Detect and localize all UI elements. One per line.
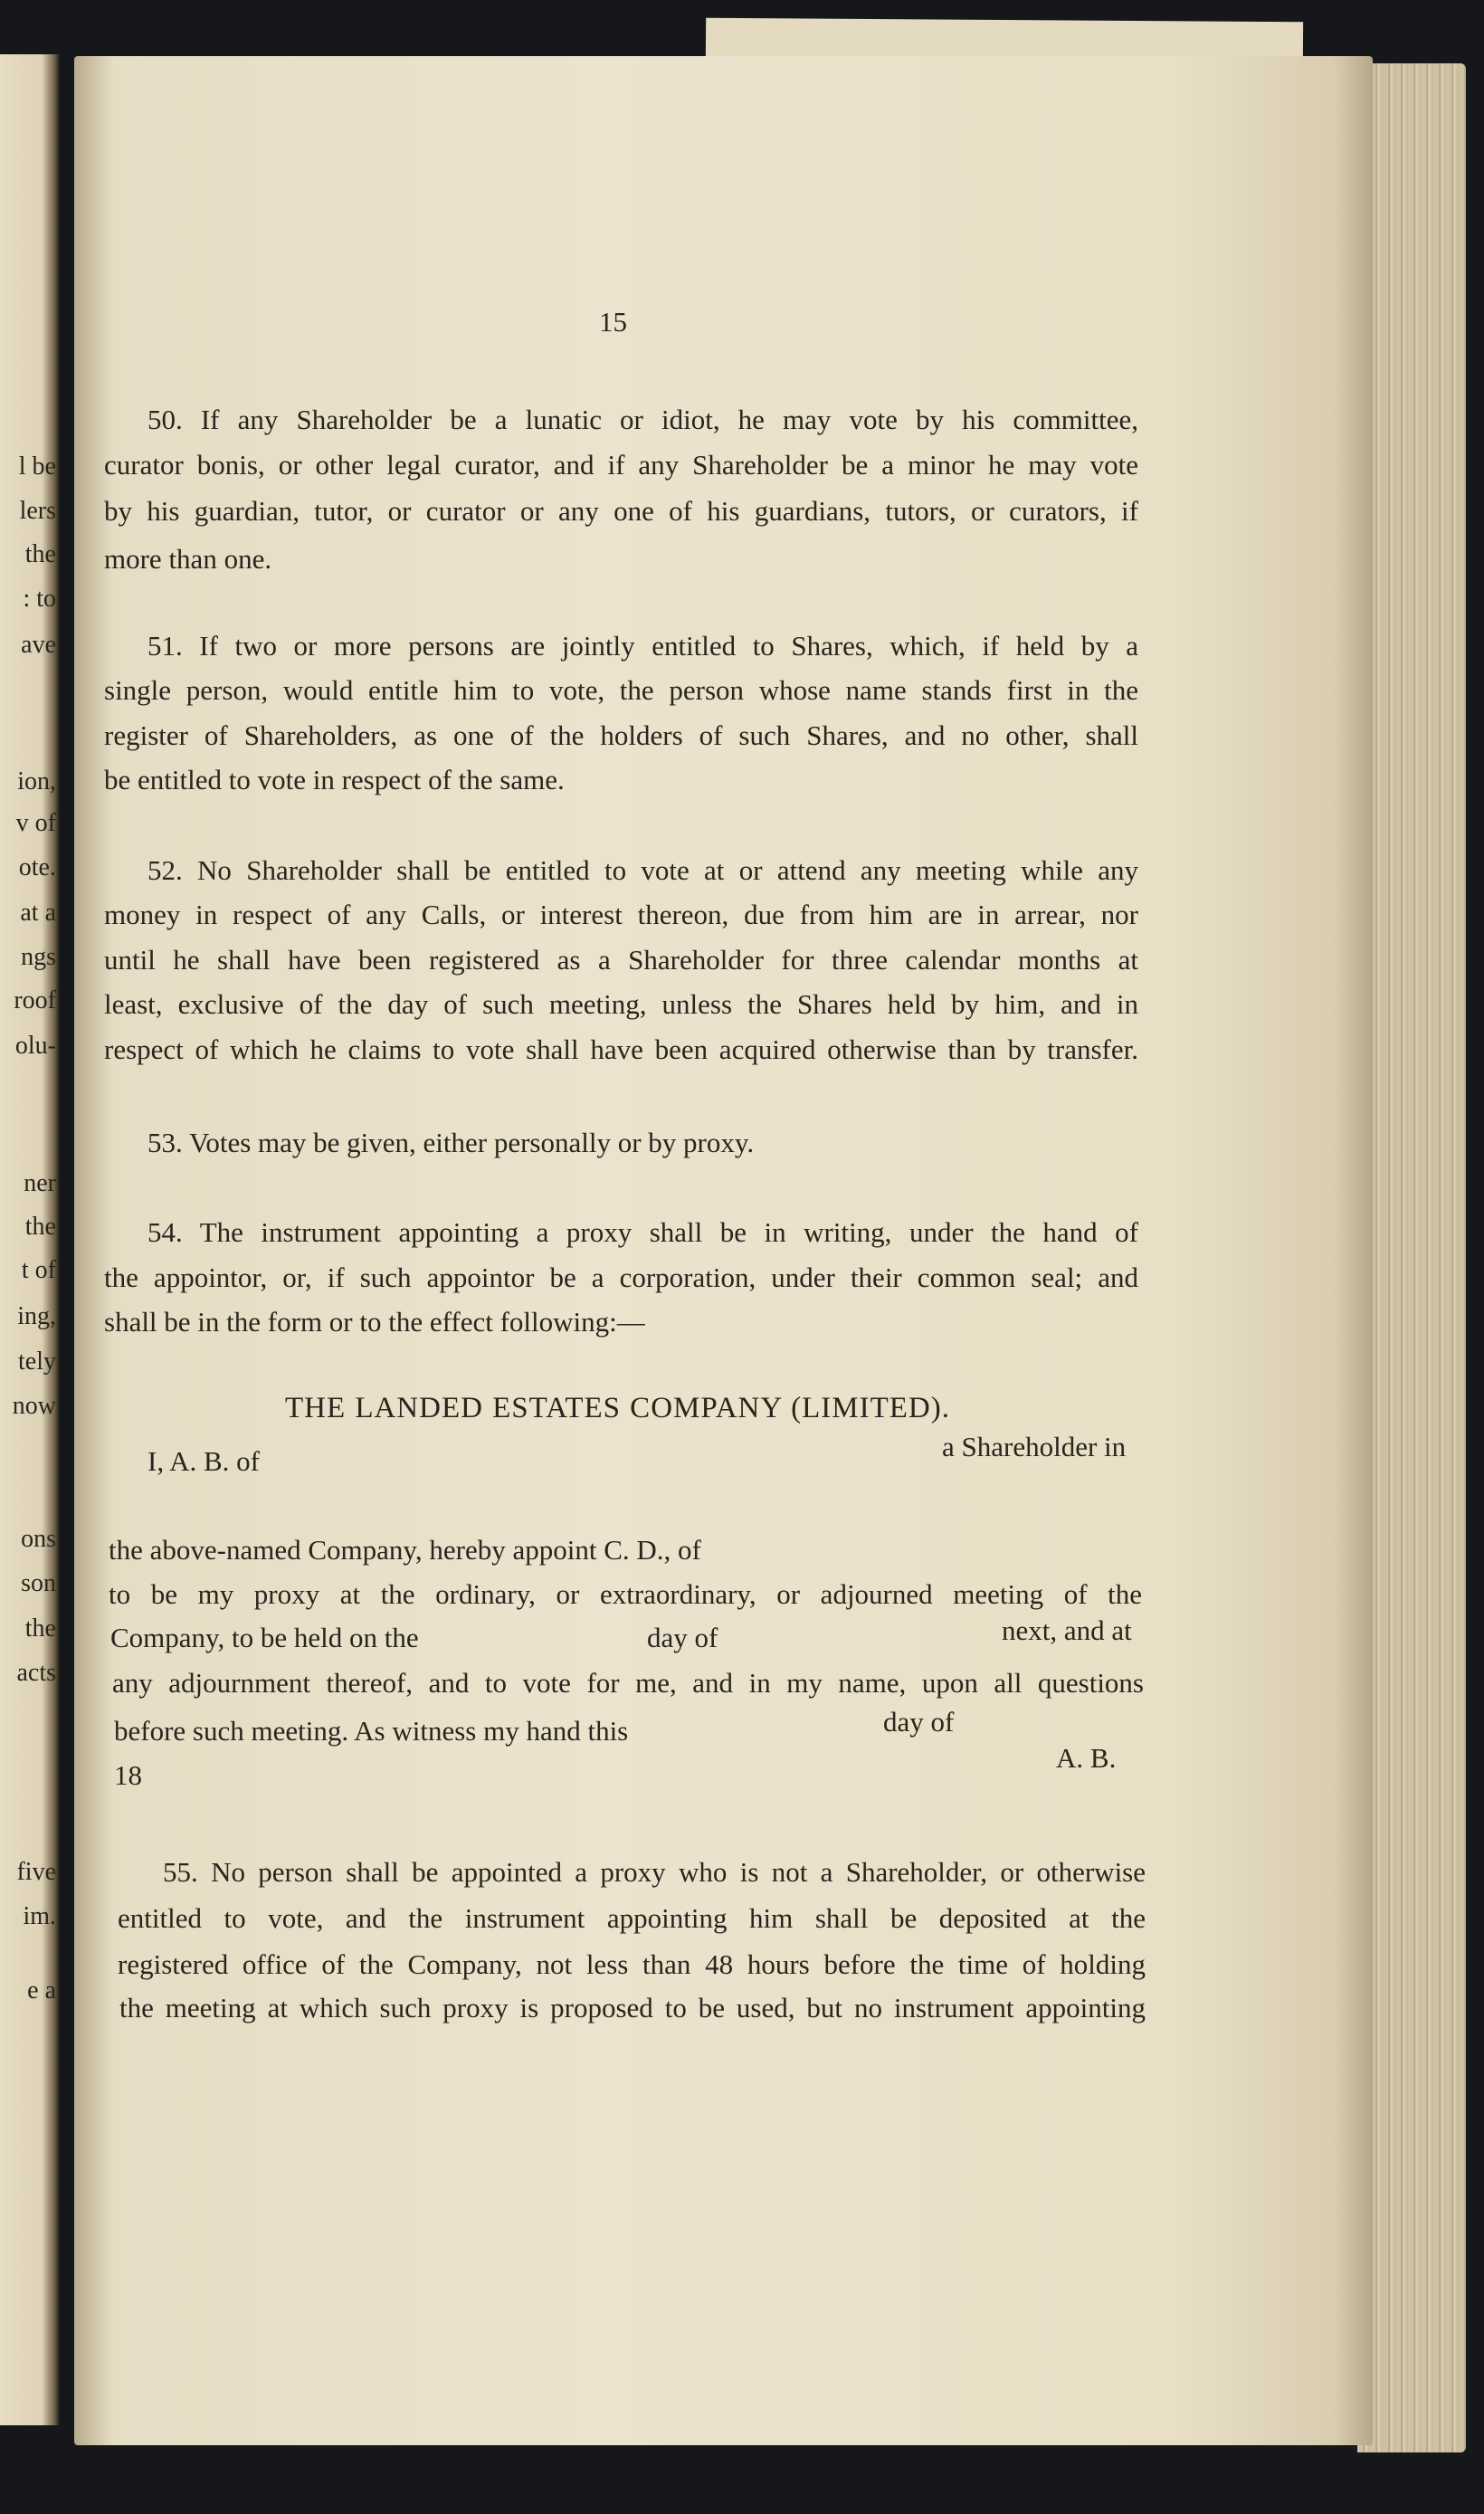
paragraph-54-line: 54. The instrument appointing a proxy shall be in writing, under the hand of — [147, 1216, 1138, 1248]
form-signature: A. B. — [1056, 1742, 1117, 1774]
form-line: Company, to be held on the — [110, 1622, 419, 1653]
paragraph-52-line: until he shall have been registered as a Shareholder for three calendar months at — [104, 944, 1138, 976]
paragraph-50-line: by his guardian, tutor, or curator or any one of his guardians, tutors, or curators, if — [104, 495, 1138, 527]
fragment: ave — [21, 631, 56, 659]
paragraph-50-line: curator bonis, or other legal curator, and if any Shareholder be a minor he may vote — [104, 449, 1138, 481]
paragraph-52-line: money in respect of any Calls, or interest thereon, due from him are in arrear, nor — [104, 899, 1138, 930]
paragraph-51-line: be entitled to vote in respect of the same. — [104, 764, 565, 795]
fragment: the — [24, 540, 56, 568]
fragment: ion, — [17, 767, 56, 795]
paragraph-55-line: entitled to vote, and the instrument appointing him shall be deposited at the — [118, 1902, 1146, 1934]
fragment: now — [12, 1392, 56, 1420]
fragment: the — [24, 1213, 56, 1241]
fragment: acts — [16, 1659, 56, 1687]
left-page-edge — [0, 54, 60, 2425]
form-line: to be my proxy at the ordinary, or extraordinary, or adjourned meeting of the — [109, 1578, 1142, 1610]
fragment: roof — [14, 986, 56, 1014]
form-line: a Shareholder in — [942, 1431, 1127, 1462]
paragraph-53-line: 53. Votes may be given, either personally or by proxy. — [147, 1127, 755, 1158]
page-number: 15 — [599, 306, 627, 338]
fragment: olu- — [14, 1032, 56, 1060]
paragraph-55-line: registered office of the Company, not less than 48 hours before the time of holding — [118, 1948, 1146, 1980]
paragraph-51-line: register of Shareholders, as one of the holders of such Shares, and no other, shall — [104, 719, 1138, 751]
paragraph-52-line: least, exclusive of the day of such meeting, unless the Shares held by him, and in — [104, 988, 1138, 1020]
paragraph-50-line: more than one. — [104, 543, 272, 575]
fragment: at a — [20, 899, 56, 927]
paragraph-52-line: 52. No Shareholder shall be entitled to vote at or attend any meeting while any — [147, 854, 1138, 886]
paragraph-51-line: 51. If two or more persons are jointly entitled to Shares, which, if held by a — [147, 630, 1138, 662]
fragment: ner — [24, 1169, 56, 1197]
fragment: the — [24, 1614, 56, 1643]
fragment: ing, — [17, 1302, 56, 1330]
fragment: l be — [18, 452, 56, 481]
fragment: v of — [15, 809, 56, 837]
fragment: lers — [19, 497, 56, 525]
form-line: 18 — [114, 1759, 142, 1791]
paragraph-50-line: 50. If any Shareholder be a lunatic or idiot, he may vote by his committee, — [147, 404, 1138, 435]
fragment: son — [21, 1569, 56, 1597]
fragment: five — [16, 1858, 56, 1886]
form-line: before such meeting. As witness my hand this — [114, 1715, 629, 1747]
form-line: the above-named Company, hereby appoint C. D., of — [109, 1534, 701, 1566]
paragraph-54-line: shall be in the form or to the effect following:— — [104, 1306, 645, 1338]
page-stack-edges — [1357, 63, 1466, 2452]
form-heading: THE LANDED ESTATES COMPANY (LIMITED). — [285, 1392, 950, 1424]
fragment: ons — [21, 1525, 56, 1553]
paragraph-51-line: single person, would entitle him to vote, the person whose name stands first in the — [104, 674, 1138, 706]
paragraph-55-line: the meeting at which such proxy is proposed to be used, but no instrument appointing — [119, 1992, 1146, 2024]
fragment: im. — [23, 1902, 56, 1930]
fragment: e a — [27, 1976, 56, 2005]
fragment: : to — [23, 585, 56, 613]
fragment: t of — [21, 1256, 56, 1284]
form-line: I, A. B. of — [147, 1445, 260, 1477]
paragraph-55-line: 55. No person shall be appointed a proxy who is not a Shareholder, or otherwise — [163, 1856, 1146, 1888]
fragment: ngs — [21, 943, 56, 971]
fragment: tely — [18, 1347, 56, 1376]
paragraph-52-line: respect of which he claims to vote shall have been acquired otherwise than by transfer. — [104, 1033, 1138, 1065]
form-line: next, and at — [1002, 1614, 1132, 1646]
paragraph-54-line: the appointor, or, if such appointor be a corporation, under their common seal; and — [104, 1262, 1138, 1293]
form-line: day of — [883, 1706, 955, 1738]
form-line: day of — [647, 1622, 718, 1653]
form-line: any adjournment thereof, and to vote for me, and in my name, upon all questions — [112, 1667, 1144, 1699]
fragment: ote. — [18, 853, 56, 881]
